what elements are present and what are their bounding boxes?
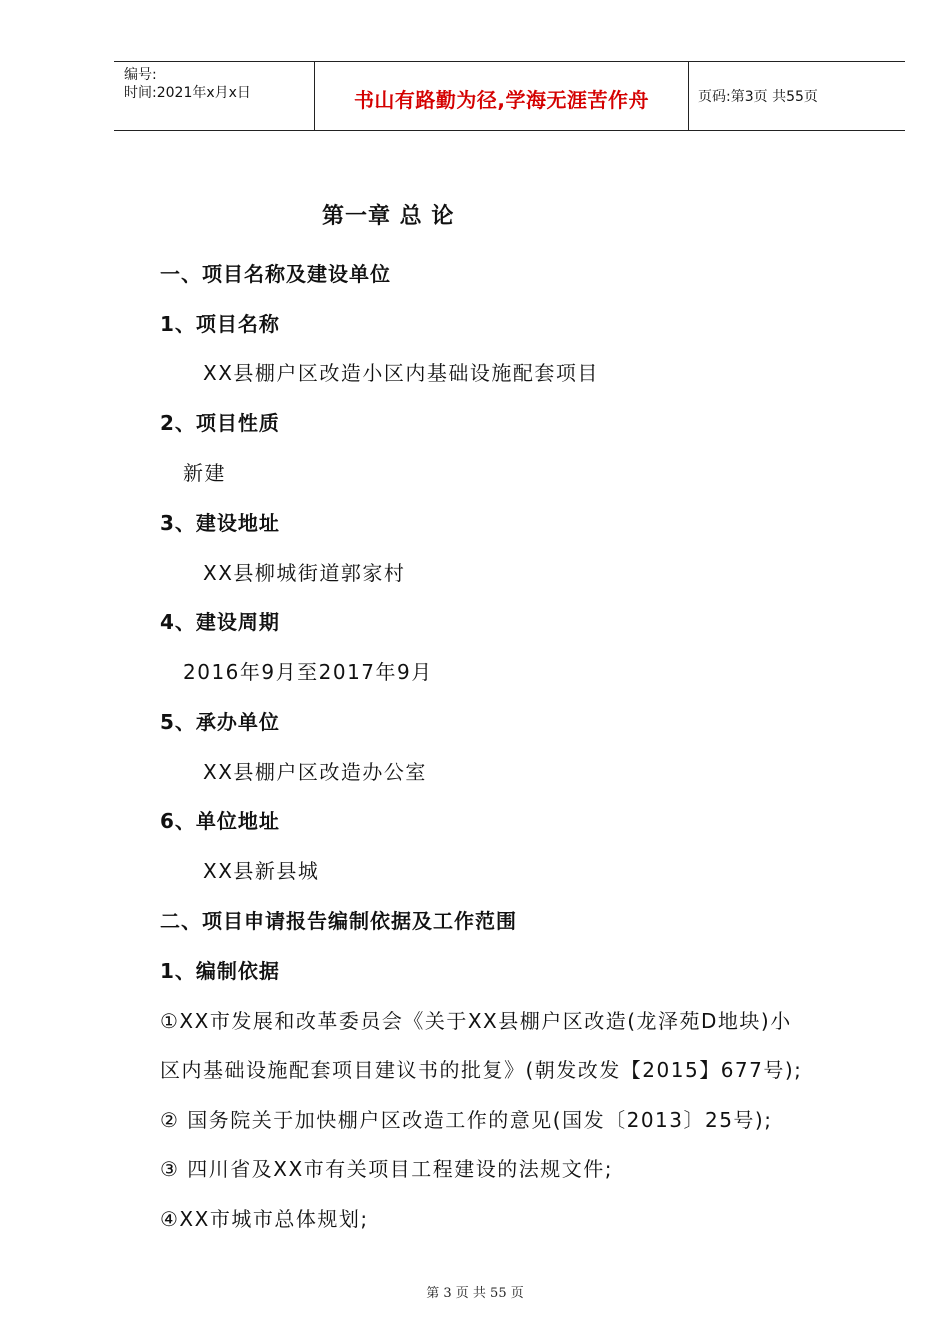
item-2-content: 新建: [183, 461, 226, 485]
item-3-heading: 3、建设地址: [160, 511, 280, 535]
item-6-content: XX县新县城: [203, 859, 320, 883]
item-5-content: XX县棚户区改造办公室: [203, 760, 427, 784]
item-1-content: XX县棚户区改造小区内基础设施配套项目: [203, 361, 599, 385]
basis-line: ①XX市发展和改革委员会《关于XX县棚户区改造(龙泽苑D地块)小: [160, 1009, 792, 1033]
chapter-title: 第一章 总 论: [322, 204, 455, 229]
basis-line: 区内基础设施配套项目建议书的批复》(朝发改发【2015】677号);: [160, 1058, 803, 1082]
basis-line: ② 国务院关于加快棚户区改造工作的意见(国发〔2013〕25号);: [160, 1108, 773, 1132]
item-4-heading: 4、建设周期: [160, 610, 280, 634]
item-5-heading: 5、承办单位: [160, 710, 280, 734]
document-number-label: 编号:: [124, 67, 157, 83]
section-2-heading: 二、项目申请报告编制依据及工作范围: [160, 909, 517, 933]
item-1-heading: 1、项目名称: [160, 312, 280, 336]
page-header: [114, 61, 905, 131]
header-right-cell: [690, 62, 905, 130]
document-date-label: 时间:2021年x月x日: [124, 85, 251, 101]
header-left-cell: [114, 62, 315, 130]
basis-line: ④XX市城市总体规划;: [160, 1207, 369, 1231]
item-4-content: 2016年9月至2017年9月: [183, 660, 433, 684]
page-footer: 第 3 页 共 55 页: [426, 1286, 524, 1301]
item-6-heading: 6、单位地址: [160, 809, 280, 833]
item-3-content: XX县柳城街道郭家村: [203, 561, 406, 585]
header-center-cell: [315, 62, 689, 130]
basis-line: ③ 四川省及XX市有关项目工程建设的法规文件;: [160, 1157, 613, 1181]
section-1-heading: 一、项目名称及建设单位: [160, 262, 391, 286]
item-2-heading: 2、项目性质: [160, 411, 280, 435]
header-motto: 书山有路勤为径,学海无涯苦作舟: [353, 88, 650, 112]
basis-heading: 1、编制依据: [160, 959, 280, 983]
header-page-label: 页码:第3页 共55页: [698, 89, 818, 105]
